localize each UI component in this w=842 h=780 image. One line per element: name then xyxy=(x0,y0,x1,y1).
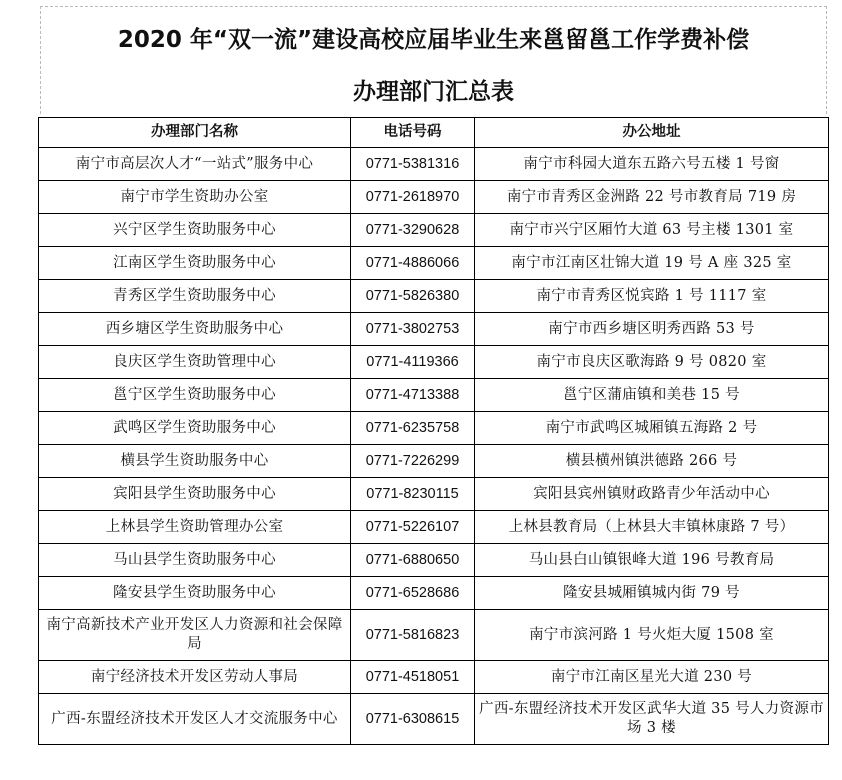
table-row xyxy=(39,379,829,412)
table-row xyxy=(39,148,829,181)
office-address: 邕宁区蒲庙镇和美巷 15 号 xyxy=(475,379,829,412)
office-address: 上林县教育局（上林县大丰镇林康路 7 号） xyxy=(475,511,829,544)
department-name: 兴宁区学生资助服务中心 xyxy=(39,214,351,247)
department-name: 南宁市高层次人才“一站式”服务中心 xyxy=(39,148,351,181)
department-name: 马山县学生资助服务中心 xyxy=(39,544,351,577)
department-name: 江南区学生资助服务中心 xyxy=(39,247,351,280)
table-row xyxy=(39,511,829,544)
department-summary-table xyxy=(38,117,829,745)
department-name: 南宁经济技术开发区劳动人事局 xyxy=(39,661,351,694)
phone-number: 0771-5381316 xyxy=(351,148,475,181)
office-address: 南宁市兴宁区厢竹大道 63 号主楼 1301 室 xyxy=(475,214,829,247)
table-row xyxy=(39,661,829,694)
office-address: 南宁市武鸣区城厢镇五海路 2 号 xyxy=(475,412,829,445)
table-row xyxy=(39,280,829,313)
phone-number: 0771-5826380 xyxy=(351,280,475,313)
table-row xyxy=(39,181,829,214)
office-address: 南宁市江南区星光大道 230 号 xyxy=(475,661,829,694)
phone-number: 0771-4518051 xyxy=(351,661,475,694)
office-address: 南宁市良庆区歌海路 9 号 0820 室 xyxy=(475,346,829,379)
office-address: 南宁市江南区壮锦大道 19 号 A 座 325 室 xyxy=(475,247,829,280)
table-row xyxy=(39,346,829,379)
phone-number: 0771-4119366 xyxy=(351,346,475,379)
office-address: 南宁市滨河路 1 号火炬大厦 1508 室 xyxy=(475,610,829,661)
department-name: 南宁高新技术产业开发区人力资源和社会保障局 xyxy=(39,610,351,661)
department-name: 横县学生资助服务中心 xyxy=(39,445,351,478)
office-address: 南宁市青秀区金洲路 22 号市教育局 719 房 xyxy=(475,181,829,214)
department-name: 上林县学生资助管理办公室 xyxy=(39,511,351,544)
phone-number: 0771-7226299 xyxy=(351,445,475,478)
department-name: 武鸣区学生资助服务中心 xyxy=(39,412,351,445)
table-row xyxy=(39,544,829,577)
table-row xyxy=(39,214,829,247)
phone-number: 0771-5816823 xyxy=(351,610,475,661)
department-name: 良庆区学生资助管理中心 xyxy=(39,346,351,379)
table-row xyxy=(39,694,829,745)
header-address: 办公地址 xyxy=(475,118,829,148)
phone-number: 0771-6235758 xyxy=(351,412,475,445)
department-name: 宾阳县学生资助服务中心 xyxy=(39,478,351,511)
table-row xyxy=(39,445,829,478)
office-address: 南宁市青秀区悦宾路 1 号 1117 室 xyxy=(475,280,829,313)
table-row xyxy=(39,313,829,346)
document-title-line-2: 办理部门汇总表 xyxy=(353,79,514,105)
phone-number: 0771-6528686 xyxy=(351,577,475,610)
phone-number: 0771-3290628 xyxy=(351,214,475,247)
header-department-name: 办理部门名称 xyxy=(39,118,351,148)
header-phone: 电话号码 xyxy=(351,118,475,148)
table-row xyxy=(39,478,829,511)
title-box xyxy=(40,6,827,114)
office-address: 横县横州镇洪德路 266 号 xyxy=(475,445,829,478)
office-address: 广西-东盟经济技术开发区武华大道 35 号人力资源市场 3 楼 xyxy=(475,694,829,745)
phone-number: 0771-2618970 xyxy=(351,181,475,214)
department-name: 青秀区学生资助服务中心 xyxy=(39,280,351,313)
phone-number: 0771-6880650 xyxy=(351,544,475,577)
office-address: 宾阳县宾州镇财政路青少年活动中心 xyxy=(475,478,829,511)
department-name: 邕宁区学生资助服务中心 xyxy=(39,379,351,412)
office-address: 隆安县城厢镇城内街 79 号 xyxy=(475,577,829,610)
table-row xyxy=(39,610,829,661)
department-name: 广西-东盟经济技术开发区人才交流服务中心 xyxy=(39,694,351,745)
phone-number: 0771-3802753 xyxy=(351,313,475,346)
department-name: 隆安县学生资助服务中心 xyxy=(39,577,351,610)
office-address: 南宁市科园大道东五路六号五楼 1 号窗 xyxy=(475,148,829,181)
department-name: 西乡塘区学生资助服务中心 xyxy=(39,313,351,346)
phone-number: 0771-6308615 xyxy=(351,694,475,745)
document-title-line-1: 2020 年“双一流”建设高校应届毕业生来邕留邕工作学费补偿 xyxy=(117,27,750,53)
department-name: 南宁市学生资助办公室 xyxy=(39,181,351,214)
office-address: 马山县白山镇银峰大道 196 号教育局 xyxy=(475,544,829,577)
table-row xyxy=(39,577,829,610)
table-header-row xyxy=(39,118,829,148)
office-address: 南宁市西乡塘区明秀西路 53 号 xyxy=(475,313,829,346)
phone-number: 0771-4886066 xyxy=(351,247,475,280)
table-row xyxy=(39,412,829,445)
phone-number: 0771-4713388 xyxy=(351,379,475,412)
phone-number: 0771-8230115 xyxy=(351,478,475,511)
table-row xyxy=(39,247,829,280)
phone-number: 0771-5226107 xyxy=(351,511,475,544)
